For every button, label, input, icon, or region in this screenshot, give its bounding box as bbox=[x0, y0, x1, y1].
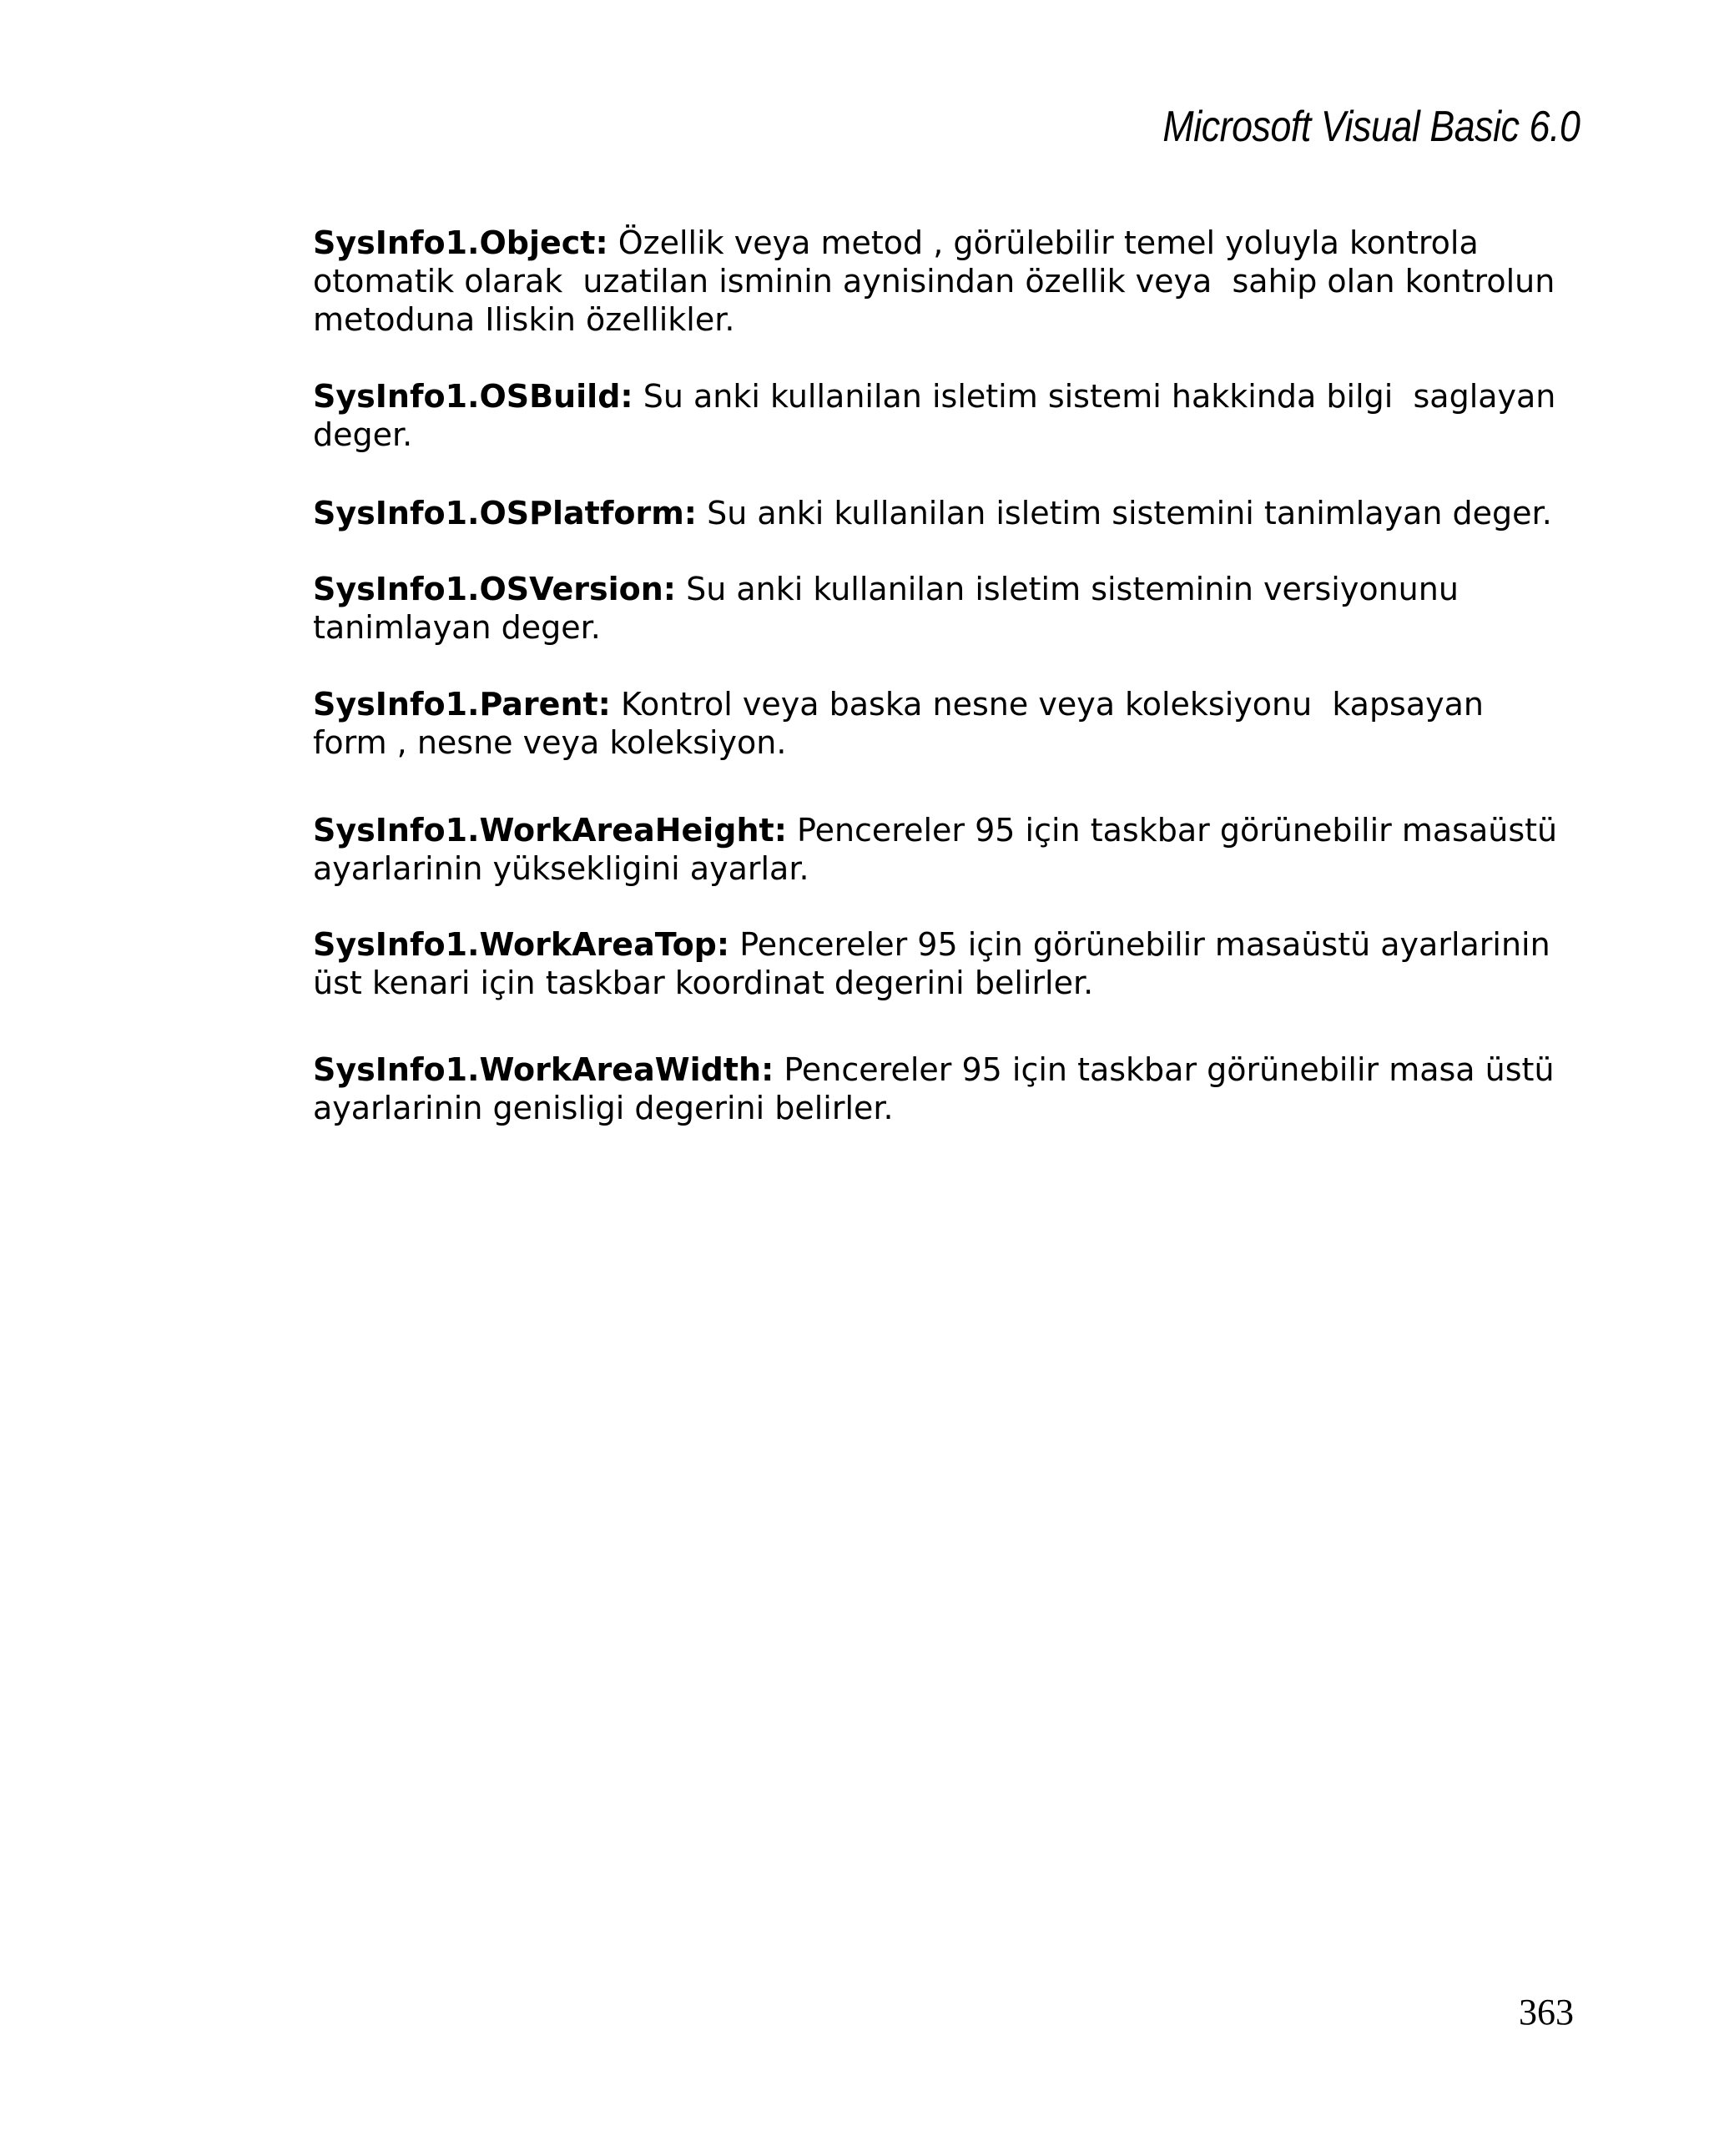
entry-description: Kontrol veya baska nesne veya koleksiyonu kapsayan form , nesne veya koleksiyon. bbox=[313, 686, 1485, 761]
entry-sysinfo-workareaheight bbox=[313, 811, 1590, 888]
entry-description: Su anki kullanilan isletim sistemini tanimlayan deger. bbox=[707, 495, 1552, 531]
entry-term: SysInfo1.WorkAreaTop: bbox=[313, 926, 730, 963]
entry-description: Pencereler 95 için görünebilir masaüstü ayarlarinin üst kenari için taskbar koordinat degerini belirler. bbox=[313, 926, 1550, 1001]
entry-sysinfo-workareawidth bbox=[313, 1050, 1590, 1127]
entry-description: Özellik veya metod , görülebilir temel yoluyla kontrola otomatik olarak uzatilan isminin aynisindan özellik veya sahip olan kontrolun metoduna Iliskin özellikler. bbox=[313, 224, 1555, 338]
entry-term: SysInfo1.WorkAreaHeight: bbox=[313, 812, 787, 849]
entry-description: Pencereler 95 için taskbar görünebilir masa üstü ayarlarinin genisligi degerini belirler. bbox=[313, 1051, 1555, 1126]
running-header: Microsoft Visual Basic 6.0 bbox=[1162, 103, 1580, 151]
entry-description: Su anki kullanilan isletim sistemi hakkinda bilgi saglayan deger. bbox=[313, 378, 1556, 453]
entry-term: SysInfo1.Object: bbox=[313, 224, 608, 261]
entry-sysinfo-workareatop bbox=[313, 925, 1590, 1002]
entry-term: SysInfo1.OSPlatform: bbox=[313, 495, 697, 531]
entry-sysinfo-parent bbox=[313, 685, 1590, 762]
entry-sysinfo-osversion bbox=[313, 570, 1590, 647]
entry-term: SysInfo1.WorkAreaWidth: bbox=[313, 1051, 774, 1088]
entry-sysinfo-osbuild bbox=[313, 377, 1590, 454]
page-number: 363 bbox=[1519, 1992, 1574, 2033]
entry-description: Pencereler 95 için taskbar görünebilir masaüstü ayarlarinin yüksekligini ayarlar. bbox=[313, 812, 1558, 887]
entry-term: SysInfo1.Parent: bbox=[313, 686, 611, 723]
entry-sysinfo-object bbox=[313, 224, 1590, 339]
entry-term: SysInfo1.OSVersion: bbox=[313, 571, 676, 607]
entry-sysinfo-osplatform bbox=[313, 494, 1590, 532]
entry-term: SysInfo1.OSBuild: bbox=[313, 378, 633, 415]
entry-description: Su anki kullanilan isletim sisteminin versiyonunu tanimlayan deger. bbox=[313, 571, 1459, 646]
